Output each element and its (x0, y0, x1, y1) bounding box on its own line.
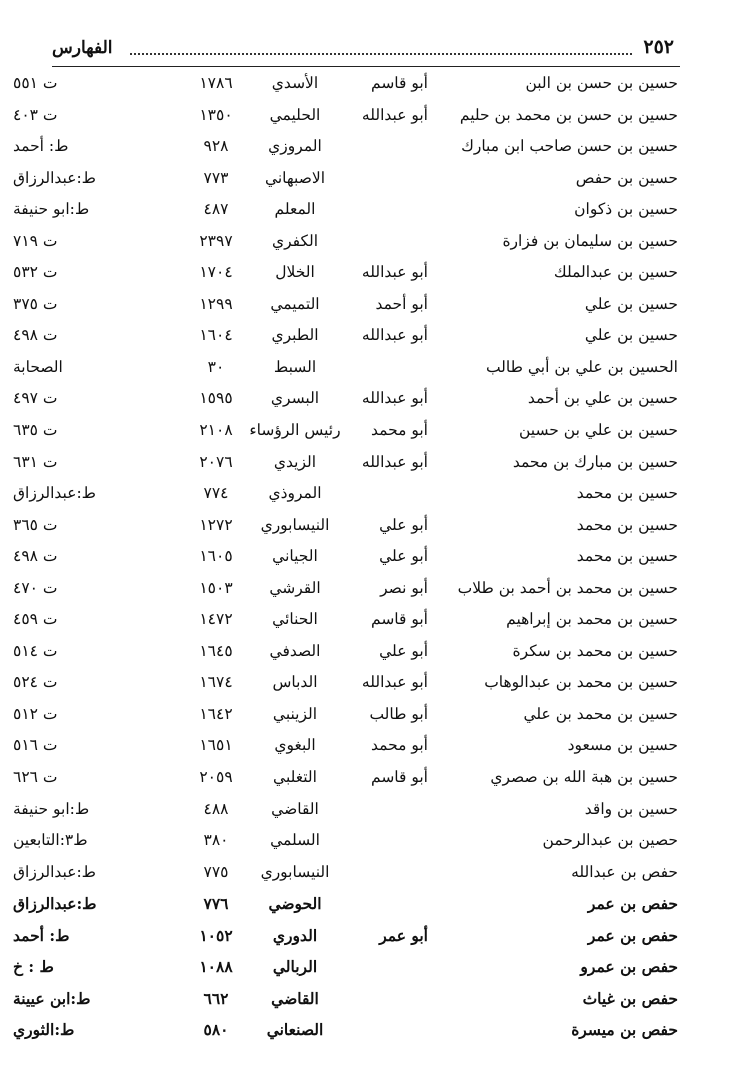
entry-nisba: السبط (273, 357, 317, 376)
entry-number: ١٦٤٥ (199, 641, 233, 660)
entry-name: حسين بن محمد بن إبراهيم (506, 610, 678, 629)
entry-reference: ت ٥١٤ (13, 641, 58, 660)
entry-nisba: القرشي (269, 578, 321, 597)
dotted-leader (130, 53, 632, 55)
entry-number: ٣٠ (207, 357, 225, 376)
entry-nisba: الطبري (271, 326, 319, 345)
entry-name: حسين بن هبة الله بن صصري (490, 768, 678, 787)
entry-nisba: الزينبي (272, 704, 318, 723)
entry-name: حصين بن عبدالرحمن (542, 831, 678, 850)
entry-name: حفص بن عمر (587, 925, 678, 945)
entry-name: حسين بن حسن صاحب ابن مبارك (461, 137, 678, 156)
entry-reference: ت ٦٣٥ (13, 421, 58, 440)
entry-nisba: الدباس (272, 673, 318, 692)
entry-name: حفص بن غياث (582, 988, 678, 1008)
entry-number: ١٦٠٥ (199, 547, 233, 566)
index-entry (0, 70, 746, 102)
entry-reference: ت ٤٥٩ (13, 610, 58, 629)
entry-kunya: أبو نصر (380, 578, 428, 597)
entry-number: ٢٣٩٧ (199, 231, 233, 250)
entry-kunya: أبو قاسم (371, 768, 428, 787)
entry-reference: ط: أحمد (13, 925, 70, 945)
entry-reference: ط:عبدالرزاق (13, 168, 97, 187)
index-entry (0, 133, 746, 165)
entry-nisba: الزيدي (273, 452, 317, 471)
entry-reference: ت ٤٧٠ (13, 578, 58, 597)
entry-reference: ت ٣٦٥ (13, 515, 58, 534)
entry-kunya: أبو قاسم (371, 74, 428, 92)
index-entry (0, 385, 746, 417)
entry-number: ١٣٥٠ (199, 105, 233, 124)
index-entry (0, 259, 746, 291)
entry-reference: ت ٧١٩ (13, 231, 58, 250)
entry-reference: ط : خ (13, 957, 54, 977)
index-entry (0, 417, 746, 449)
entry-reference: ط:ابو حنيفة (13, 799, 90, 818)
entry-name: حسين بن محمد بن علي (523, 704, 678, 723)
entry-name: حفص بن عمرو (580, 957, 678, 977)
entry-number: ٧٧٤ (203, 484, 229, 503)
entry-kunya: أبو علي (379, 515, 428, 534)
entry-kunya: أبو محمد (371, 421, 428, 440)
section-title: الفهارس (52, 38, 113, 58)
entry-nisba: الحنائي (272, 610, 318, 629)
index-entry (0, 764, 746, 796)
entry-kunya: أبو محمد (371, 736, 428, 755)
entry-reference: ت ٤٩٨ (13, 326, 58, 345)
entry-number: ١٦٠٤ (199, 326, 233, 345)
entry-name: حسين بن محمد (576, 547, 678, 566)
entry-kunya: أبو طالب (369, 704, 428, 723)
index-entry (0, 796, 746, 828)
entry-nisba: المروزي (268, 137, 322, 156)
entry-number: ١٢٩٩ (199, 294, 233, 313)
entry-number: ٢٠٥٩ (199, 768, 233, 787)
entry-name: حسين بن واقد (584, 799, 678, 818)
entry-number: ٧٧٥ (203, 862, 229, 881)
entry-name: حسين بن محمد بن عبدالوهاب (484, 673, 678, 692)
entry-name: حسين بن علي (584, 326, 678, 345)
entry-nisba: الدوري (272, 925, 318, 945)
entry-number: ٢٠٧٦ (199, 452, 233, 471)
entry-nisba: النيسابوري (260, 515, 330, 534)
entry-kunya: أبو عبدالله (361, 105, 428, 124)
entry-nisba: رئيس الرؤساء (249, 421, 341, 440)
index-entry (0, 196, 746, 228)
entry-name: حسين بن محمد بن سكرة (512, 641, 678, 660)
index-entry (0, 985, 746, 1017)
entry-reference: ت ٤٩٨ (13, 547, 58, 566)
entry-name: حفص بن عمر (587, 894, 678, 914)
entry-number: ٣٨٠ (203, 831, 229, 850)
entry-name: حسين بن علي (584, 294, 678, 313)
index-entry (0, 922, 746, 954)
entry-reference: ط:الثوري (13, 1020, 75, 1040)
entry-reference: ط: أحمد (13, 137, 69, 156)
entry-kunya: أبو عمر (379, 925, 428, 945)
index-entry (0, 859, 746, 891)
entry-kunya: أبو علي (379, 641, 428, 660)
entry-number: ١٦٤٢ (199, 704, 233, 723)
entry-reference: ت ٥٥١ (13, 74, 58, 92)
index-entry (0, 732, 746, 764)
entry-nisba: التغلبي (273, 768, 317, 787)
entry-name: حسين بن مبارك بن محمد (512, 452, 678, 471)
index-entry (0, 322, 746, 354)
entry-number: ١٧٨٦ (199, 74, 233, 92)
entry-number: ١٤٧٢ (199, 610, 233, 629)
entry-kunya: أبو أحمد (375, 294, 428, 313)
entry-kunya: أبو عبدالله (361, 389, 428, 408)
entry-nisba: النيسابوري (260, 862, 330, 881)
entry-name: حسين بن محمد (576, 515, 678, 534)
index-entry (0, 669, 746, 701)
index-entry (0, 291, 746, 323)
entry-reference: ط:ابن عيينة (13, 988, 91, 1008)
entry-kunya: أبو عبدالله (361, 673, 428, 692)
entry-name: حسين بن حفص (575, 168, 678, 187)
entry-name: حسين بن ذكوان (574, 200, 678, 219)
entry-number: ١٥٠٣ (199, 578, 233, 597)
entry-nisba: التميمي (270, 294, 320, 313)
entry-nisba: الحوضي (268, 894, 322, 914)
entry-nisba: الربالي (272, 957, 318, 977)
index-entry (0, 827, 746, 859)
entry-reference: ت ٣٧٥ (13, 294, 58, 313)
index-entry (0, 575, 746, 607)
entry-reference: ت ٥١٢ (13, 704, 58, 723)
entry-reference: ط:ابو حنيفة (13, 200, 90, 219)
entry-kunya: أبو عبدالله (361, 326, 428, 345)
entry-name: حسين بن محمد (576, 484, 678, 503)
page-header (52, 36, 680, 67)
page-number: ٢٥٢ (643, 36, 674, 58)
entry-number: ٩٢٨ (203, 137, 229, 156)
entry-reference: ت ٦٣١ (13, 452, 58, 471)
entry-name: حسين بن حسن بن محمد بن حليم (459, 105, 678, 124)
entry-number: ١٠٥٢ (199, 925, 233, 945)
index-entry (0, 1016, 746, 1048)
entry-number: ٧٧٣ (203, 168, 229, 187)
entry-kunya: أبو عبدالله (361, 263, 428, 282)
index-entry (0, 354, 746, 386)
entry-number: ١٥٩٥ (199, 389, 233, 408)
entry-nisba: القاضي (271, 799, 319, 818)
entry-name: الحسين بن علي بن أبي طالب (485, 357, 678, 376)
entry-nisba: الكفري (271, 231, 319, 250)
entry-nisba: الاصبهاني (264, 168, 326, 187)
entry-nisba: البغوي (274, 736, 316, 755)
entry-reference: ت ٥٢٤ (13, 673, 58, 692)
index-entry (0, 890, 746, 922)
entry-number: ٤٨٧ (203, 200, 229, 219)
entry-name: حسين بن مسعود (567, 736, 678, 755)
entry-reference: ط:عبدالرزاق (13, 894, 97, 914)
entry-reference: ت ٤٠٣ (13, 105, 58, 124)
entry-number: ٦٦٢ (203, 988, 229, 1008)
index-entry (0, 512, 746, 544)
entry-name: حسين بن عبدالملك (553, 263, 678, 282)
entry-nisba: السلمي (270, 831, 320, 850)
entry-name: حسين بن علي بن أحمد (527, 389, 678, 408)
index-table (0, 70, 746, 1048)
entry-name: حسين بن علي بن حسين (518, 421, 678, 440)
entry-name: حسين بن سليمان بن فزارة (502, 231, 678, 250)
entry-nisba: الصدفي (269, 641, 321, 660)
entry-nisba: البسري (270, 389, 320, 408)
index-entry (0, 953, 746, 985)
entry-reference: ت ٥٣٢ (13, 263, 58, 282)
index-entry (0, 165, 746, 197)
entry-nisba: الصنعاني (266, 1020, 324, 1040)
entry-number: ١٦٧٤ (199, 673, 233, 692)
entry-number: ١٢٧٢ (199, 515, 233, 534)
entry-nisba: القاضي (271, 988, 319, 1008)
entry-reference: ط:عبدالرزاق (13, 484, 97, 503)
index-entry (0, 638, 746, 670)
entry-number: ١٧٠٤ (199, 263, 233, 282)
index-entry (0, 701, 746, 733)
entry-reference: ت ٦٢٦ (13, 768, 58, 787)
entry-nisba: الأسدي (271, 74, 319, 92)
entry-reference: ط٣:التابعين (13, 831, 88, 850)
index-entry (0, 543, 746, 575)
entry-number: ٥٨٠ (203, 1020, 229, 1040)
index-entry (0, 102, 746, 134)
entry-reference: الصحابة (13, 357, 63, 376)
entry-nisba: المروذي (268, 484, 322, 503)
entry-number: ٢١٠٨ (199, 421, 233, 440)
entry-reference: ت ٥١٦ (13, 736, 58, 755)
index-entry (0, 449, 746, 481)
entry-number: ١٦٥١ (199, 736, 233, 755)
entry-kunya: أبو قاسم (371, 610, 428, 629)
entry-number: ١٠٨٨ (199, 957, 233, 977)
index-entry (0, 480, 746, 512)
entry-nisba: الجياني (272, 547, 318, 566)
entry-nisba: الحليمي (269, 105, 321, 124)
entry-kunya: أبو علي (379, 547, 428, 566)
entry-reference: ط:عبدالرزاق (13, 862, 97, 881)
index-entry (0, 228, 746, 260)
entry-name: حسين بن حسن بن البن (525, 74, 678, 92)
entry-name: حسين بن محمد بن أحمد بن طلاب (457, 578, 678, 597)
entry-number: ٧٧٦ (203, 894, 229, 914)
entry-name: حفص بن عبدالله (571, 862, 678, 881)
index-entry (0, 606, 746, 638)
entry-name: حفص بن ميسرة (571, 1020, 678, 1040)
entry-reference: ت ٤٩٧ (13, 389, 58, 408)
entry-nisba: الخلال (275, 263, 315, 282)
entry-kunya: أبو عبدالله (361, 452, 428, 471)
entry-nisba: المعلم (274, 200, 316, 219)
entry-number: ٤٨٨ (203, 799, 229, 818)
